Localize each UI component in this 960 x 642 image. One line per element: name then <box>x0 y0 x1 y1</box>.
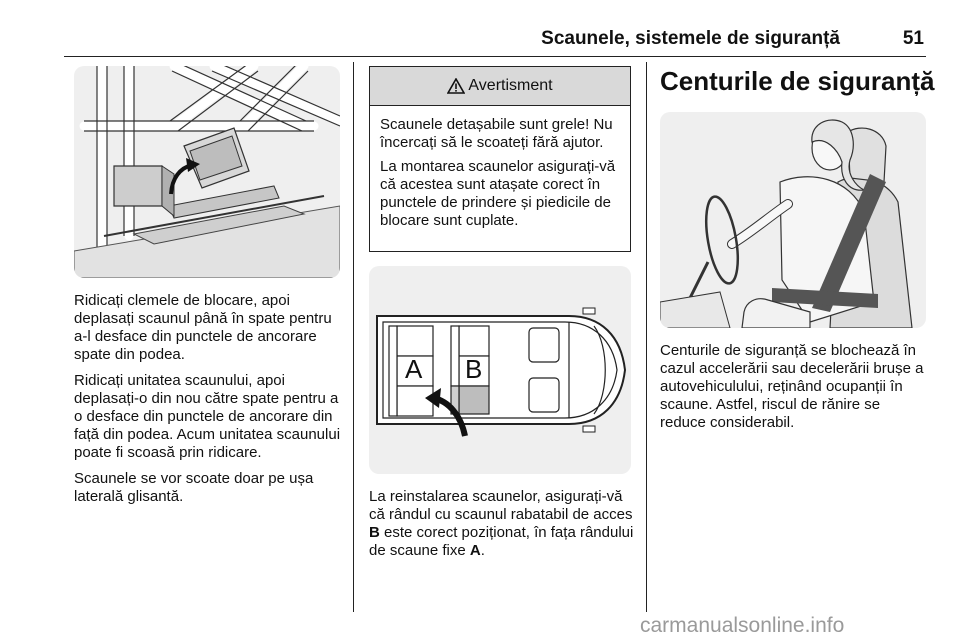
seat-label-a: A <box>405 354 423 384</box>
caption-bold-b: B <box>369 524 380 541</box>
seat-label-b: B <box>465 354 483 384</box>
watermark: carmanualsonline.info <box>640 614 845 637</box>
removal-instructions <box>74 292 344 514</box>
seatbelt-paragraph: Centurile de siguranță se blochează în cazul accelerării sau decelerării brușe a autovehiculului, reținând ocupanții în scaune. Astfel, riscul de rănire se reduce considerabil. <box>660 342 924 431</box>
caption-text-2: este corect poziționat, în fața rândului de scaune fixe <box>369 524 634 559</box>
column-separator-left <box>353 62 354 612</box>
caption-text-1: La reinstalarea scaunelor, asigurați-vă că rândul cu scaunul rabatabil de acces <box>369 488 633 523</box>
caption-bold-a: A <box>469 542 481 559</box>
column-separator-right <box>646 62 647 612</box>
section-title: Centurile de siguranță <box>660 66 935 96</box>
warning-box <box>369 66 631 252</box>
warning-title: Avertisment <box>468 77 553 94</box>
paragraph-1: Ridicați clemele de blocare, apoi deplasați scaunul până în spate pentru a-l desface din punctele de ancorare spate din podea. <box>74 292 332 363</box>
seat-layout-diagram <box>369 266 631 474</box>
page-number: 51 <box>902 28 924 49</box>
reinstall-caption <box>369 488 637 568</box>
seatbelt-description <box>660 342 930 440</box>
seat-removal-illustration <box>74 66 340 278</box>
running-header-title: Scaunele, sistemele de siguranță <box>541 28 840 49</box>
paragraph-2: Ridicați unitatea scaunului, apoi deplasați-o din nou către spate pentru a o desface din punctele de ancorare din față din podea. Acum unitatea scaunului poate fi scoasă prin ridicare. <box>74 372 341 461</box>
header-rule <box>64 56 926 57</box>
warning-header <box>370 67 630 106</box>
paragraph-3: Scaunele se vor scoate doar pe ușa laterală glisantă. <box>74 470 314 505</box>
warning-paragraph-1: Scaunele detașabile sunt grele! Nu încercați să le scoateți fără ajutor. <box>380 116 613 151</box>
warning-triangle-icon <box>447 78 465 94</box>
caption-text-3: . <box>480 542 485 559</box>
warning-body <box>370 106 630 230</box>
warning-paragraph-2: La montarea scaunelor asigurați-vă că acestea sunt atașate corect în punctele de prindere și piedicile de blocare sunt cuplate. <box>380 158 616 229</box>
seatbelt-illustration <box>660 112 926 328</box>
